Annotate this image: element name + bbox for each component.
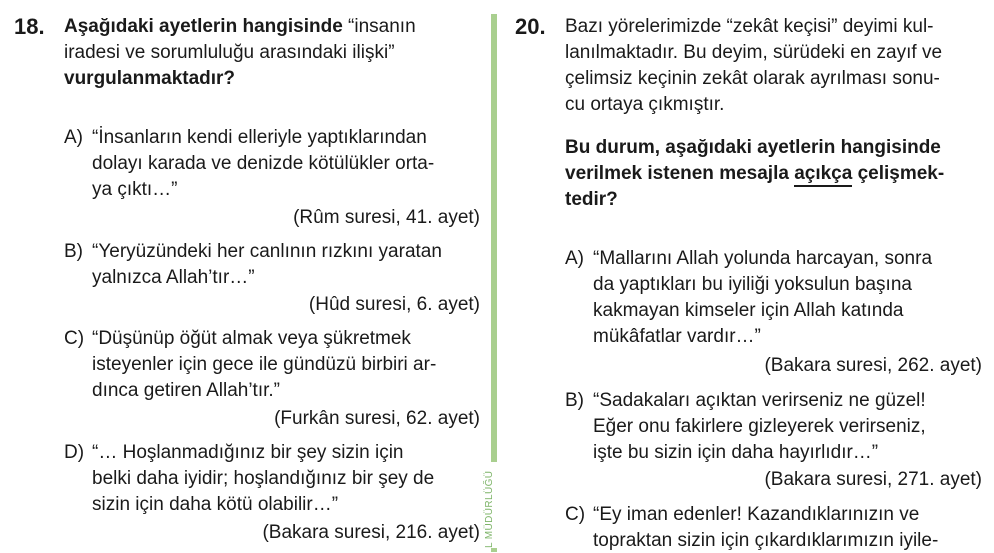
question-prompt-line: Bu durum, aşağıdaki ayetlerin hangisinde [565,137,941,158]
intro-line: Bazı yörelerimizde “zekât keçisi” deyimi kul- [565,16,934,37]
option-label: B) [64,241,83,262]
question-prompt-line: verilmek istenen mesajla açıkça çelişmek- [565,162,944,186]
option-text-line: belki daha iyidir; hoşlandığınız bir şey de [92,468,435,489]
question-number: 18. [14,14,45,39]
option-text-line: yalnızca Allah’tır…” [92,267,255,288]
option-label: C) [565,504,586,525]
option-text-line: topraktan sizin için çıkardıklarımızın iyile- [593,530,939,551]
option-text-line: “Ey iman edenler! Kazandıklarınızın ve [593,504,920,525]
option-label: C) [64,328,85,349]
option-label: A) [64,127,83,148]
option-source: (Rûm suresi, 41. ayet) [293,207,480,228]
option-text-line: “Mallarını Allah yolunda harcayan, sonra [593,248,933,269]
option-text-line: dolayı karada ve denizde kötülükler orta- [92,153,435,174]
option-text-line: “Yeryüzündeki her canlının rızkını yaratan [92,241,442,262]
side-label: L MÜDÜRLÜĞÜ [484,470,495,548]
option-text-line: “… Hoşlanmadığınız bir şey sizin için [92,442,404,463]
option-text-line: işte bu sizin için daha hayırlıdır…” [593,442,879,463]
question-prompt-line: tedir? [565,189,618,210]
option-text-line: sizin için daha kötü olabilir…” [92,494,339,515]
question-number: 20. [515,14,546,39]
question-stem-line: vurgulanmaktadır? [64,68,236,89]
option-source: (Hûd suresi, 6. ayet) [308,294,480,315]
intro-line: lanılmaktadır. Bu deyim, sürüdeki en zayıf ve [565,42,943,63]
option-text-line: da yaptıkları bu iyiliği yoksulun başına [593,274,912,295]
option-text-line: dınca getiren Allah’tır.” [92,380,280,401]
intro-line: cu ortaya çıkmıştır. [565,94,725,115]
option-label: D) [64,442,85,463]
question-stem-line: Aşağıdaki ayetlerin hangisinde “insanın [64,16,416,37]
option-source: (Bakara suresi, 262. ayet) [764,355,982,376]
option-text-line: mükâfatlar vardır…” [593,326,761,347]
option-source: (Bakara suresi, 271. ayet) [764,469,982,490]
option-text-line: kakmayan kimseler için Allah katında [593,300,904,321]
option-text-line: “Düşünüp öğüt almak veya şükretmek [92,328,411,349]
option-text-line: isteyenler için gece ile gündüzü birbiri ar- [92,354,437,375]
emphasis-underlined: açıkça [794,163,852,187]
option-label: A) [565,248,584,269]
option-label: B) [565,390,584,411]
option-source: (Furkân suresi, 62. ayet) [274,408,480,429]
intro-line: çelimsiz keçinin zekât olarak ayrılması sonu- [565,68,940,89]
option-text-line: “İnsanların kendi elleriyle yaptıklarından [92,127,427,148]
option-text-line: Eğer onu fakirlere gizleyerek verirseniz, [593,416,926,437]
question-stem-line: iradesi ve sorumluluğu arasındaki ilişki” [64,42,395,63]
option-source: (Bakara suresi, 216. ayet) [262,522,480,543]
option-text-line: “Sadakaları açıktan verirseniz ne güzel! [593,390,926,411]
option-text-line: ya çıktı…” [92,179,178,200]
